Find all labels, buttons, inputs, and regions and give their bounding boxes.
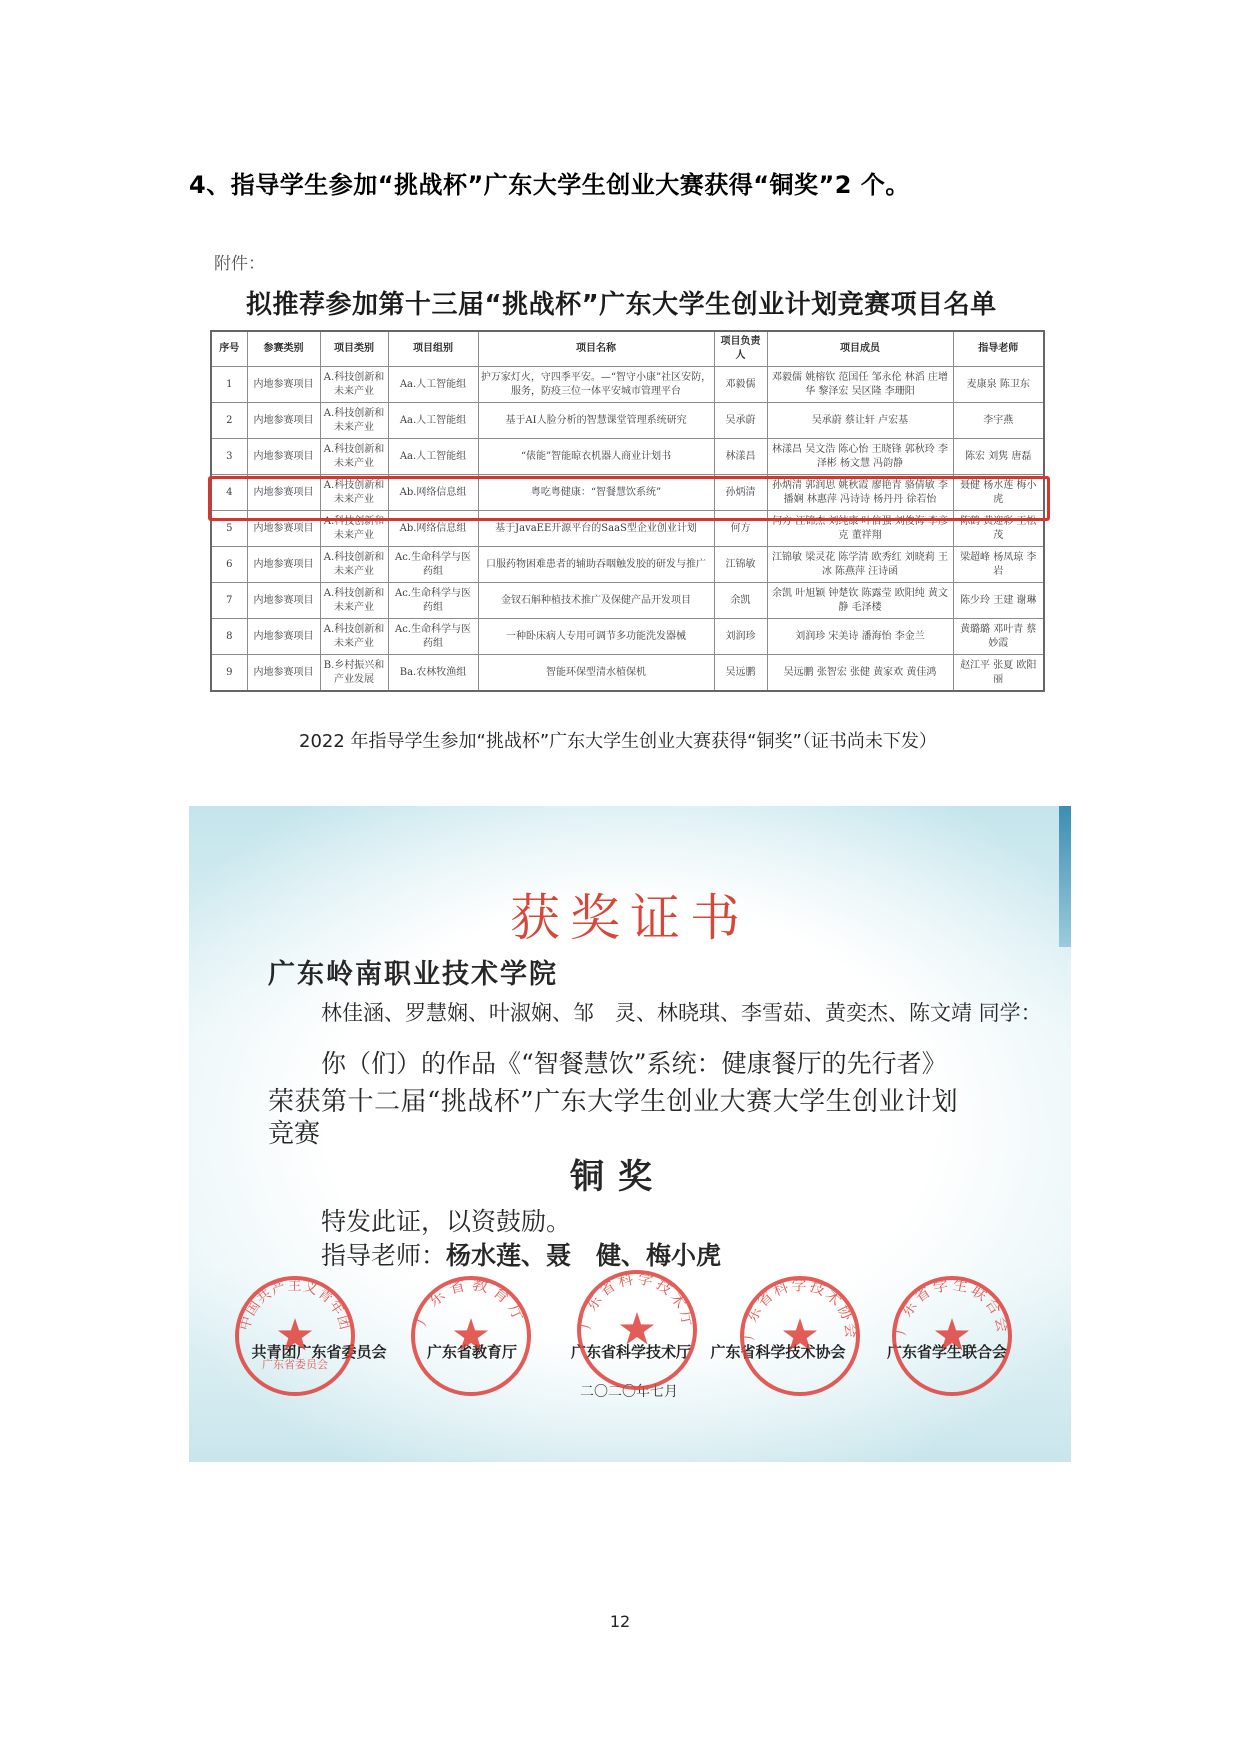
cell-text: 江锦敏 [725,558,756,570]
advisors-names: 杨水莲、聂 健、梅小虎 [446,1241,722,1270]
cell-text: 林漾昌 [725,450,756,462]
seal-arc-text: 中国共产主义青年团 [237,1277,353,1333]
cell-text: Aa.人工智能组 [399,378,467,390]
table-cell-index [211,403,247,439]
table-cell-members [767,583,953,619]
cell-text: A.科技创新和未来产业 [323,371,385,397]
table-cell-leader [714,439,767,475]
cell-text: A.科技创新和未来产业 [323,407,385,433]
cell-text: 江锦敏 梁灵花 陈学清 欧秀红 刘晓莉 王冰 陈燕萍 汪诗函 [772,551,948,577]
cell-text: 余凯 叶旭颖 钟楚钦 陈露莹 欧阳纯 黄文静 毛泽楼 [772,587,948,613]
table-cell-project-type [320,403,388,439]
cell-text: 内地参赛项目 [253,666,314,678]
cell-text: Ac.生命科学与医药组 [394,551,471,577]
cell-text: A.科技创新和未来产业 [323,515,385,541]
table-cell-advisors [953,547,1044,583]
table-row [211,367,1044,403]
column-header-leader [714,331,767,367]
cell-text: “俵能”智能晾衣机器人商业计划书 [520,450,672,462]
cell-text: 李宇燕 [983,414,1014,426]
cell-text: B.乡村振兴和产业发展 [323,659,385,685]
table-cell-group [388,619,478,655]
table-cell-index [211,439,247,475]
table-header-row [211,331,1044,367]
column-header-text: 项目组别 [413,343,453,354]
certificate-award-level: 铜奖 [570,1157,666,1197]
table-row [211,547,1044,583]
table-row [211,583,1044,619]
cell-text: 9 [226,666,233,678]
table-cell-leader [714,547,767,583]
table-cell-index [211,583,247,619]
cell-text: 吴承蔚 蔡让轩 卢宏基 [811,414,909,426]
seal-arc-text: 广东省科学技术协会 [739,1275,861,1341]
cell-text: 4 [226,486,233,498]
table-cell-project-name [478,619,714,655]
table-cell-project-name [478,439,714,475]
certificate-title: 获奖证书 [510,889,750,947]
cell-text: 邓毅儒 姚榕钦 范国任 邹永伦 林滔 庄增华 黎泽宏 吴区隆 李珊阳 [772,371,948,397]
table-cell-group [388,439,478,475]
figure-caption: 2022 年指导学生参加“挑战杯”广东大学生创业大赛获得“铜奖”（证书尚未下发） [299,731,937,752]
column-header-text: 序号 [219,343,240,354]
cell-text: 3 [226,450,233,462]
cell-text: 内地参赛项目 [253,594,314,606]
table-cell-project-type [320,439,388,475]
table-cell-project-type [320,619,388,655]
seal-arc-text: 广东省教育厅 [411,1274,531,1329]
cell-text: 5 [226,522,233,534]
cell-text: 孙炳清 郭润思 姚秋霞 廖艳青 骆倩敏 李播娴 林惠萍 冯诗诗 杨丹丹 徐若怡 [772,479,948,505]
cell-text: 内地参赛项目 [253,414,314,426]
cell-text: A.科技创新和未来产业 [323,551,385,577]
issuer-science-dept: 广东省科学技术厅 [570,1343,692,1361]
cell-text: 陈鹤 黄迎彩 王松茂 [960,515,1037,541]
table-cell-group [388,403,478,439]
table-cell-project-name [478,403,714,439]
cell-text: 内地参赛项目 [253,558,314,570]
issuer-education-dept: 广东省教育厅 [426,1343,518,1361]
award-certificate [189,806,1071,1462]
certificate-award-line-1: 荣获第十二届“挑战杯”广东大学生创业大赛大学生创业计划 [268,1087,959,1117]
table-cell-group [388,367,478,403]
cell-text: Ac.生命科学与医药组 [394,587,471,613]
cell-text: 麦康泉 陈卫东 [966,378,1030,390]
column-header-index [211,331,247,367]
table-cell-members [767,403,953,439]
cell-text: 邓毅儒 [725,378,756,390]
table-cell-members [767,367,953,403]
table-cell-advisors [953,619,1044,655]
table-cell-advisors [953,367,1044,403]
cell-text: A.科技创新和未来产业 [323,623,385,649]
cell-text: Ab.网络信息组 [399,522,467,534]
cell-text: 孙炳清 [725,486,756,498]
cell-text: 内地参赛项目 [253,378,314,390]
cell-text: 基于JavaEE开源平台的SaaS型企业创业计划 [495,522,697,534]
certificate-encourage: 特发此证，以资鼓励。 [321,1207,572,1236]
table-cell-category [247,367,320,403]
cell-text: 吴远鹏 张智宏 张健 黄家欢 黄佳鸿 [783,666,937,678]
table-cell-index [211,367,247,403]
cell-text: 内地参赛项目 [253,486,314,498]
highlight-box [208,476,1050,521]
certificate-school: 广东岭南职业技术学院 [268,959,558,990]
cell-text: 余凯 [730,594,751,606]
certificate-students: 林佳涵、罗慧娴、叶淑娴、邹 灵、林晓琪、李雪茹、黄奕杰、陈文靖 同学： [321,1001,1042,1025]
column-header-text: 项目负责人 [720,336,761,361]
cell-text: Ab.网络信息组 [399,486,467,498]
table-cell-members [767,655,953,692]
column-header-project-type [320,331,388,367]
issuer-student-federation: 广东省学生联合会 [886,1343,1008,1361]
cell-text: 口服药物困难患者的辅助吞咽触发胶的研发与推广 [486,558,706,570]
cell-text: Ac.生命科学与医药组 [394,623,471,649]
cell-text: A.科技创新和未来产业 [323,587,385,613]
table-cell-category [247,583,320,619]
cell-text: 刘润珍 [725,630,756,642]
table-cell-project-name [478,655,714,692]
table-cell-advisors [953,439,1044,475]
seal-science-association-icon [735,1271,865,1401]
cell-text: 8 [226,630,233,642]
table-cell-category [247,439,320,475]
table-cell-project-type [320,547,388,583]
column-header-text: 项目名称 [576,343,616,354]
table-cell-members [767,439,953,475]
table-cell-group [388,583,478,619]
seal-arc-text: 广东省科学技术厅 [576,1269,698,1331]
table-cell-project-name [478,367,714,403]
column-header-group [388,331,478,367]
table-cell-leader [714,655,767,692]
column-header-text: 参赛类别 [263,343,304,354]
cell-text: 聂健 杨水莲 梅小虎 [960,479,1037,505]
table-cell-leader [714,583,767,619]
attachment-title: 拟推荐参加第十三届“挑战杯”广东大学生创业计划竞赛项目名单 [246,290,997,320]
cell-text: 7 [226,594,233,606]
table-row [211,619,1044,655]
table-cell-group [388,547,478,583]
column-header-text: 项目成员 [840,343,880,354]
table-cell-advisors [953,583,1044,619]
certificate-date: 二〇二〇年七月 [580,1384,678,1400]
column-header-members [767,331,953,367]
cell-text: 何方 汪锦杰 刘纯康 叶倍强 刘俊海 李彦克 董祥翔 [772,515,948,541]
table-row [211,403,1044,439]
table-cell-category [247,655,320,692]
cell-text: 护万家灯火，守四季平安。—“智守小康”社区安防，服务，防疫三位一体平安城市管理平台 [480,371,712,397]
column-header-project-name [478,331,714,367]
cell-text: 何方 [730,522,751,534]
table-cell-leader [714,403,767,439]
cell-text: 梁超峰 杨凤琼 李岩 [960,551,1037,577]
attachment-label: 附件： [214,254,265,274]
seal-youth-league-icon [230,1271,360,1401]
column-header-text: 指导老师 [978,343,1019,354]
cell-text: Aa.人工智能组 [399,450,467,462]
cell-text: 粤吃粤健康：“智餐慧饮系统” [530,486,662,498]
cell-text: Ba.农林牧渔组 [399,666,467,678]
table-cell-project-type [320,655,388,692]
cell-text: 金钗石斛种植技术推广及保健产品开发项目 [501,594,691,606]
cell-text: 陈宏 刘隽 唐磊 [965,450,1032,462]
table-cell-group [388,655,478,692]
table-cell-index [211,655,247,692]
table-cell-members [767,619,953,655]
certificate-award-line-2: 竞赛 [268,1119,321,1149]
cell-text: 基于AI人脸分析的智慧课堂管理系统研究 [505,414,687,426]
cell-text: 陈少玲 王建 谢琳 [960,594,1037,606]
cell-text: 内地参赛项目 [253,522,314,534]
cell-text: 2 [226,414,233,426]
table-cell-leader [714,619,767,655]
table-cell-project-name [478,547,714,583]
cell-text: A.科技创新和未来产业 [323,479,385,505]
table-body [211,367,1044,692]
seal-arc-text: 广东省学生联合会 [891,1275,1013,1337]
certificate-work-line: 你（们）的作品《“智餐慧饮”系统：健康餐厅的先行者》 [321,1049,947,1078]
table-cell-category [247,403,320,439]
cell-text: 吴承蔚 [725,414,756,426]
cell-text: 一种卧床病人专用可调节多功能洗发器械 [506,630,686,642]
seal-science-dept-icon [572,1265,702,1395]
cell-text: 内地参赛项目 [253,450,314,462]
table-cell-project-name [478,583,714,619]
table-cell-project-type [320,583,388,619]
table-row [211,655,1044,692]
cell-text: 黄璐璐 邓叶青 蔡妙霞 [960,623,1037,649]
cell-text: 林漾昌 吴文浩 陈心怡 王晓锋 郭秋玲 李泽彬 杨文慧 冯韵静 [772,443,948,469]
page-number: 12 [609,1612,631,1631]
cell-text: Aa.人工智能组 [399,414,467,426]
table-cell-category [247,619,320,655]
cell-text: 吴远鹏 [725,666,756,678]
seal-bottom-text: 广东省委员会 [262,1358,328,1371]
table-cell-members [767,547,953,583]
section-heading: 4、指导学生参加“挑战杯”广东大学生创业大赛获得“铜奖”2 个。 [189,171,910,199]
table-row [211,439,1044,475]
cell-text: 6 [226,558,233,570]
seal-education-dept-icon [406,1271,536,1401]
column-header-text: 项目类别 [334,343,374,354]
advisors-label: 指导老师： [321,1241,447,1270]
column-header-advisors [953,331,1044,367]
table-cell-advisors [953,655,1044,692]
table-cell-category [247,547,320,583]
table-cell-leader [714,367,767,403]
table-cell-advisors [953,403,1044,439]
cell-text: A.科技创新和未来产业 [323,443,385,469]
table-cell-index [211,547,247,583]
issuer-youth-league: 共青团广东省委员会 [251,1343,387,1361]
table-cell-project-type [320,367,388,403]
cell-text: 赵江平 张夏 欧阳丽 [960,659,1037,685]
seal-student-federation-icon [887,1271,1017,1401]
cell-text: 智能环保型清水植保机 [546,666,646,678]
column-header-category [247,331,320,367]
table-cell-index [211,619,247,655]
cell-text: 1 [226,378,233,390]
cell-text: 刘润珍 宋美诗 潘海怡 李金兰 [795,630,925,642]
issuer-science-association: 广东省科学技术协会 [710,1343,846,1361]
cell-text: 内地参赛项目 [253,630,314,642]
